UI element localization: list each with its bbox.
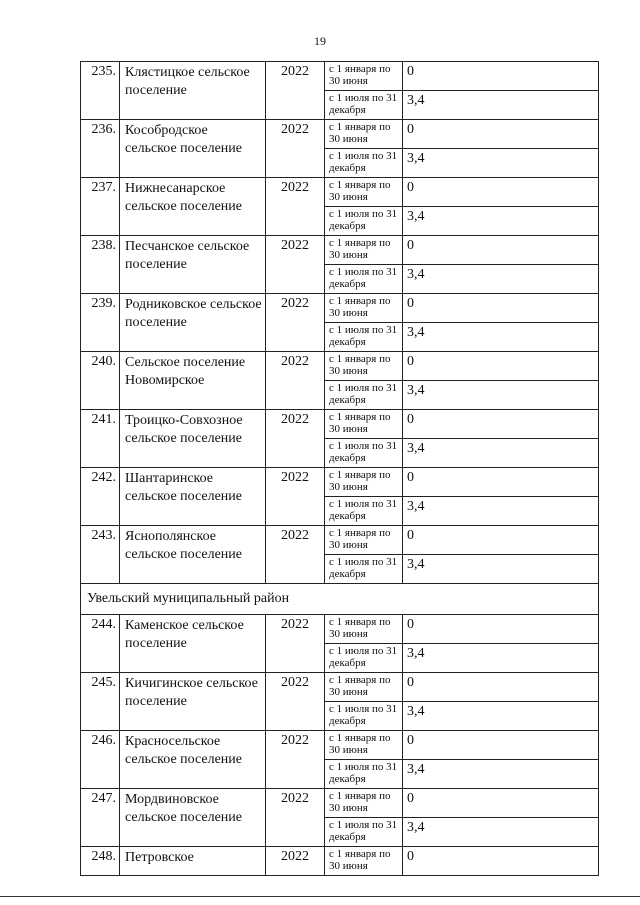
settlement-name: Каменское сельское поселение (120, 615, 266, 673)
year-cell: 2022 (266, 847, 325, 876)
rate-second-half: 3,4 (403, 149, 599, 178)
settlement-name: Кособродское сельское поселение (120, 120, 266, 178)
period-first-half: с 1 января по 30 июня (325, 789, 403, 818)
table-row (81, 62, 599, 91)
period-second-half: с 1 июля по 31 декабря (325, 149, 403, 178)
rates-table (80, 61, 599, 876)
settlement-name: Шантаринское сельское поселение (120, 468, 266, 526)
row-number: 246. (81, 731, 120, 789)
rate-second-half: 3,4 (403, 760, 599, 789)
table-row (81, 673, 599, 702)
period-first-half: с 1 января по 30 июня (325, 468, 403, 497)
period-first-half: с 1 января по 30 июня (325, 178, 403, 207)
row-number: 247. (81, 789, 120, 847)
table-row (81, 731, 599, 760)
rate-second-half: 3,4 (403, 207, 599, 236)
settlement-name: Красносельское сельское поселение (120, 731, 266, 789)
period-first-half: с 1 января по 30 июня (325, 673, 403, 702)
row-number: 240. (81, 352, 120, 410)
rate-first-half: 0 (403, 847, 599, 876)
period-first-half: с 1 января по 30 июня (325, 526, 403, 555)
settlement-name: Песчанское сельское поселение (120, 236, 266, 294)
settlement-name: Яснополянское сельское поселение (120, 526, 266, 584)
settlement-name: Троицко-Совхозное сельское поселение (120, 410, 266, 468)
table-row (81, 120, 599, 149)
settlement-name: Петровское (120, 847, 266, 876)
year-cell: 2022 (266, 352, 325, 410)
rate-second-half: 3,4 (403, 265, 599, 294)
row-number: 245. (81, 673, 120, 731)
period-second-half: с 1 июля по 31 декабря (325, 818, 403, 847)
row-number: 237. (81, 178, 120, 236)
period-second-half: с 1 июля по 31 декабря (325, 702, 403, 731)
table-row (81, 789, 599, 818)
year-cell: 2022 (266, 294, 325, 352)
row-number: 235. (81, 62, 120, 120)
settlement-name: Кичигинское сельское поселение (120, 673, 266, 731)
period-second-half: с 1 июля по 31 декабря (325, 207, 403, 236)
rate-first-half: 0 (403, 410, 599, 439)
rate-first-half: 0 (403, 673, 599, 702)
period-first-half: с 1 января по 30 июня (325, 62, 403, 91)
year-cell: 2022 (266, 731, 325, 789)
period-first-half: с 1 января по 30 июня (325, 120, 403, 149)
row-number: 236. (81, 120, 120, 178)
table-row (81, 526, 599, 555)
rate-first-half: 0 (403, 62, 599, 91)
rate-first-half: 0 (403, 526, 599, 555)
year-cell: 2022 (266, 236, 325, 294)
year-cell: 2022 (266, 673, 325, 731)
year-cell: 2022 (266, 410, 325, 468)
table-row (81, 236, 599, 265)
settlement-name: Нижнесанарское сельское поселение (120, 178, 266, 236)
rate-first-half: 0 (403, 731, 599, 760)
rate-second-half: 3,4 (403, 702, 599, 731)
rate-second-half: 3,4 (403, 818, 599, 847)
rate-second-half: 3,4 (403, 381, 599, 410)
table-row (81, 847, 599, 876)
rate-second-half: 3,4 (403, 497, 599, 526)
table-row (81, 615, 599, 644)
period-second-half: с 1 июля по 31 декабря (325, 439, 403, 468)
period-second-half: с 1 июля по 31 декабря (325, 381, 403, 410)
rate-first-half: 0 (403, 178, 599, 207)
year-cell: 2022 (266, 178, 325, 236)
period-second-half: с 1 июля по 31 декабря (325, 497, 403, 526)
period-second-half: с 1 июля по 31 декабря (325, 555, 403, 584)
rate-first-half: 0 (403, 789, 599, 818)
row-number: 239. (81, 294, 120, 352)
rate-first-half: 0 (403, 615, 599, 644)
rate-first-half: 0 (403, 352, 599, 381)
period-second-half: с 1 июля по 31 декабря (325, 760, 403, 789)
year-cell: 2022 (266, 62, 325, 120)
period-first-half: с 1 января по 30 июня (325, 294, 403, 323)
period-second-half: с 1 июля по 31 декабря (325, 265, 403, 294)
rate-first-half: 0 (403, 468, 599, 497)
year-cell: 2022 (266, 526, 325, 584)
period-second-half: с 1 июля по 31 декабря (325, 644, 403, 673)
page-number: 19 (314, 34, 326, 48)
rate-second-half: 3,4 (403, 91, 599, 120)
period-second-half: с 1 июля по 31 декабря (325, 323, 403, 352)
period-first-half: с 1 января по 30 июня (325, 410, 403, 439)
rate-second-half: 3,4 (403, 323, 599, 352)
row-number: 248. (81, 847, 120, 876)
rate-second-half: 3,4 (403, 439, 599, 468)
table-row (81, 178, 599, 207)
bottom-rule (0, 896, 640, 897)
settlement-name: Сельское поселение Новомирское (120, 352, 266, 410)
row-number: 242. (81, 468, 120, 526)
period-first-half: с 1 января по 30 июня (325, 731, 403, 760)
district-row (81, 584, 599, 615)
district-name: Увельский муниципальный район (81, 584, 599, 615)
year-cell: 2022 (266, 468, 325, 526)
settlement-name: Клястицкое сельское поселение (120, 62, 266, 120)
settlement-name: Родниковское сельское поселение (120, 294, 266, 352)
year-cell: 2022 (266, 615, 325, 673)
table-row (81, 294, 599, 323)
period-first-half: с 1 января по 30 июня (325, 615, 403, 644)
rate-first-half: 0 (403, 120, 599, 149)
rate-first-half: 0 (403, 236, 599, 265)
year-cell: 2022 (266, 789, 325, 847)
rate-second-half: 3,4 (403, 555, 599, 584)
table-row (81, 352, 599, 381)
row-number: 244. (81, 615, 120, 673)
period-first-half: с 1 января по 30 июня (325, 236, 403, 265)
settlement-name: Мордвиновское сельское поселение (120, 789, 266, 847)
rate-first-half: 0 (403, 294, 599, 323)
period-first-half: с 1 января по 30 июня (325, 847, 403, 876)
row-number: 238. (81, 236, 120, 294)
row-number: 243. (81, 526, 120, 584)
period-first-half: с 1 января по 30 июня (325, 352, 403, 381)
rate-second-half: 3,4 (403, 644, 599, 673)
rates-table-body (81, 62, 599, 876)
table-row (81, 468, 599, 497)
period-second-half: с 1 июля по 31 декабря (325, 91, 403, 120)
row-number: 241. (81, 410, 120, 468)
table-row (81, 410, 599, 439)
year-cell: 2022 (266, 120, 325, 178)
